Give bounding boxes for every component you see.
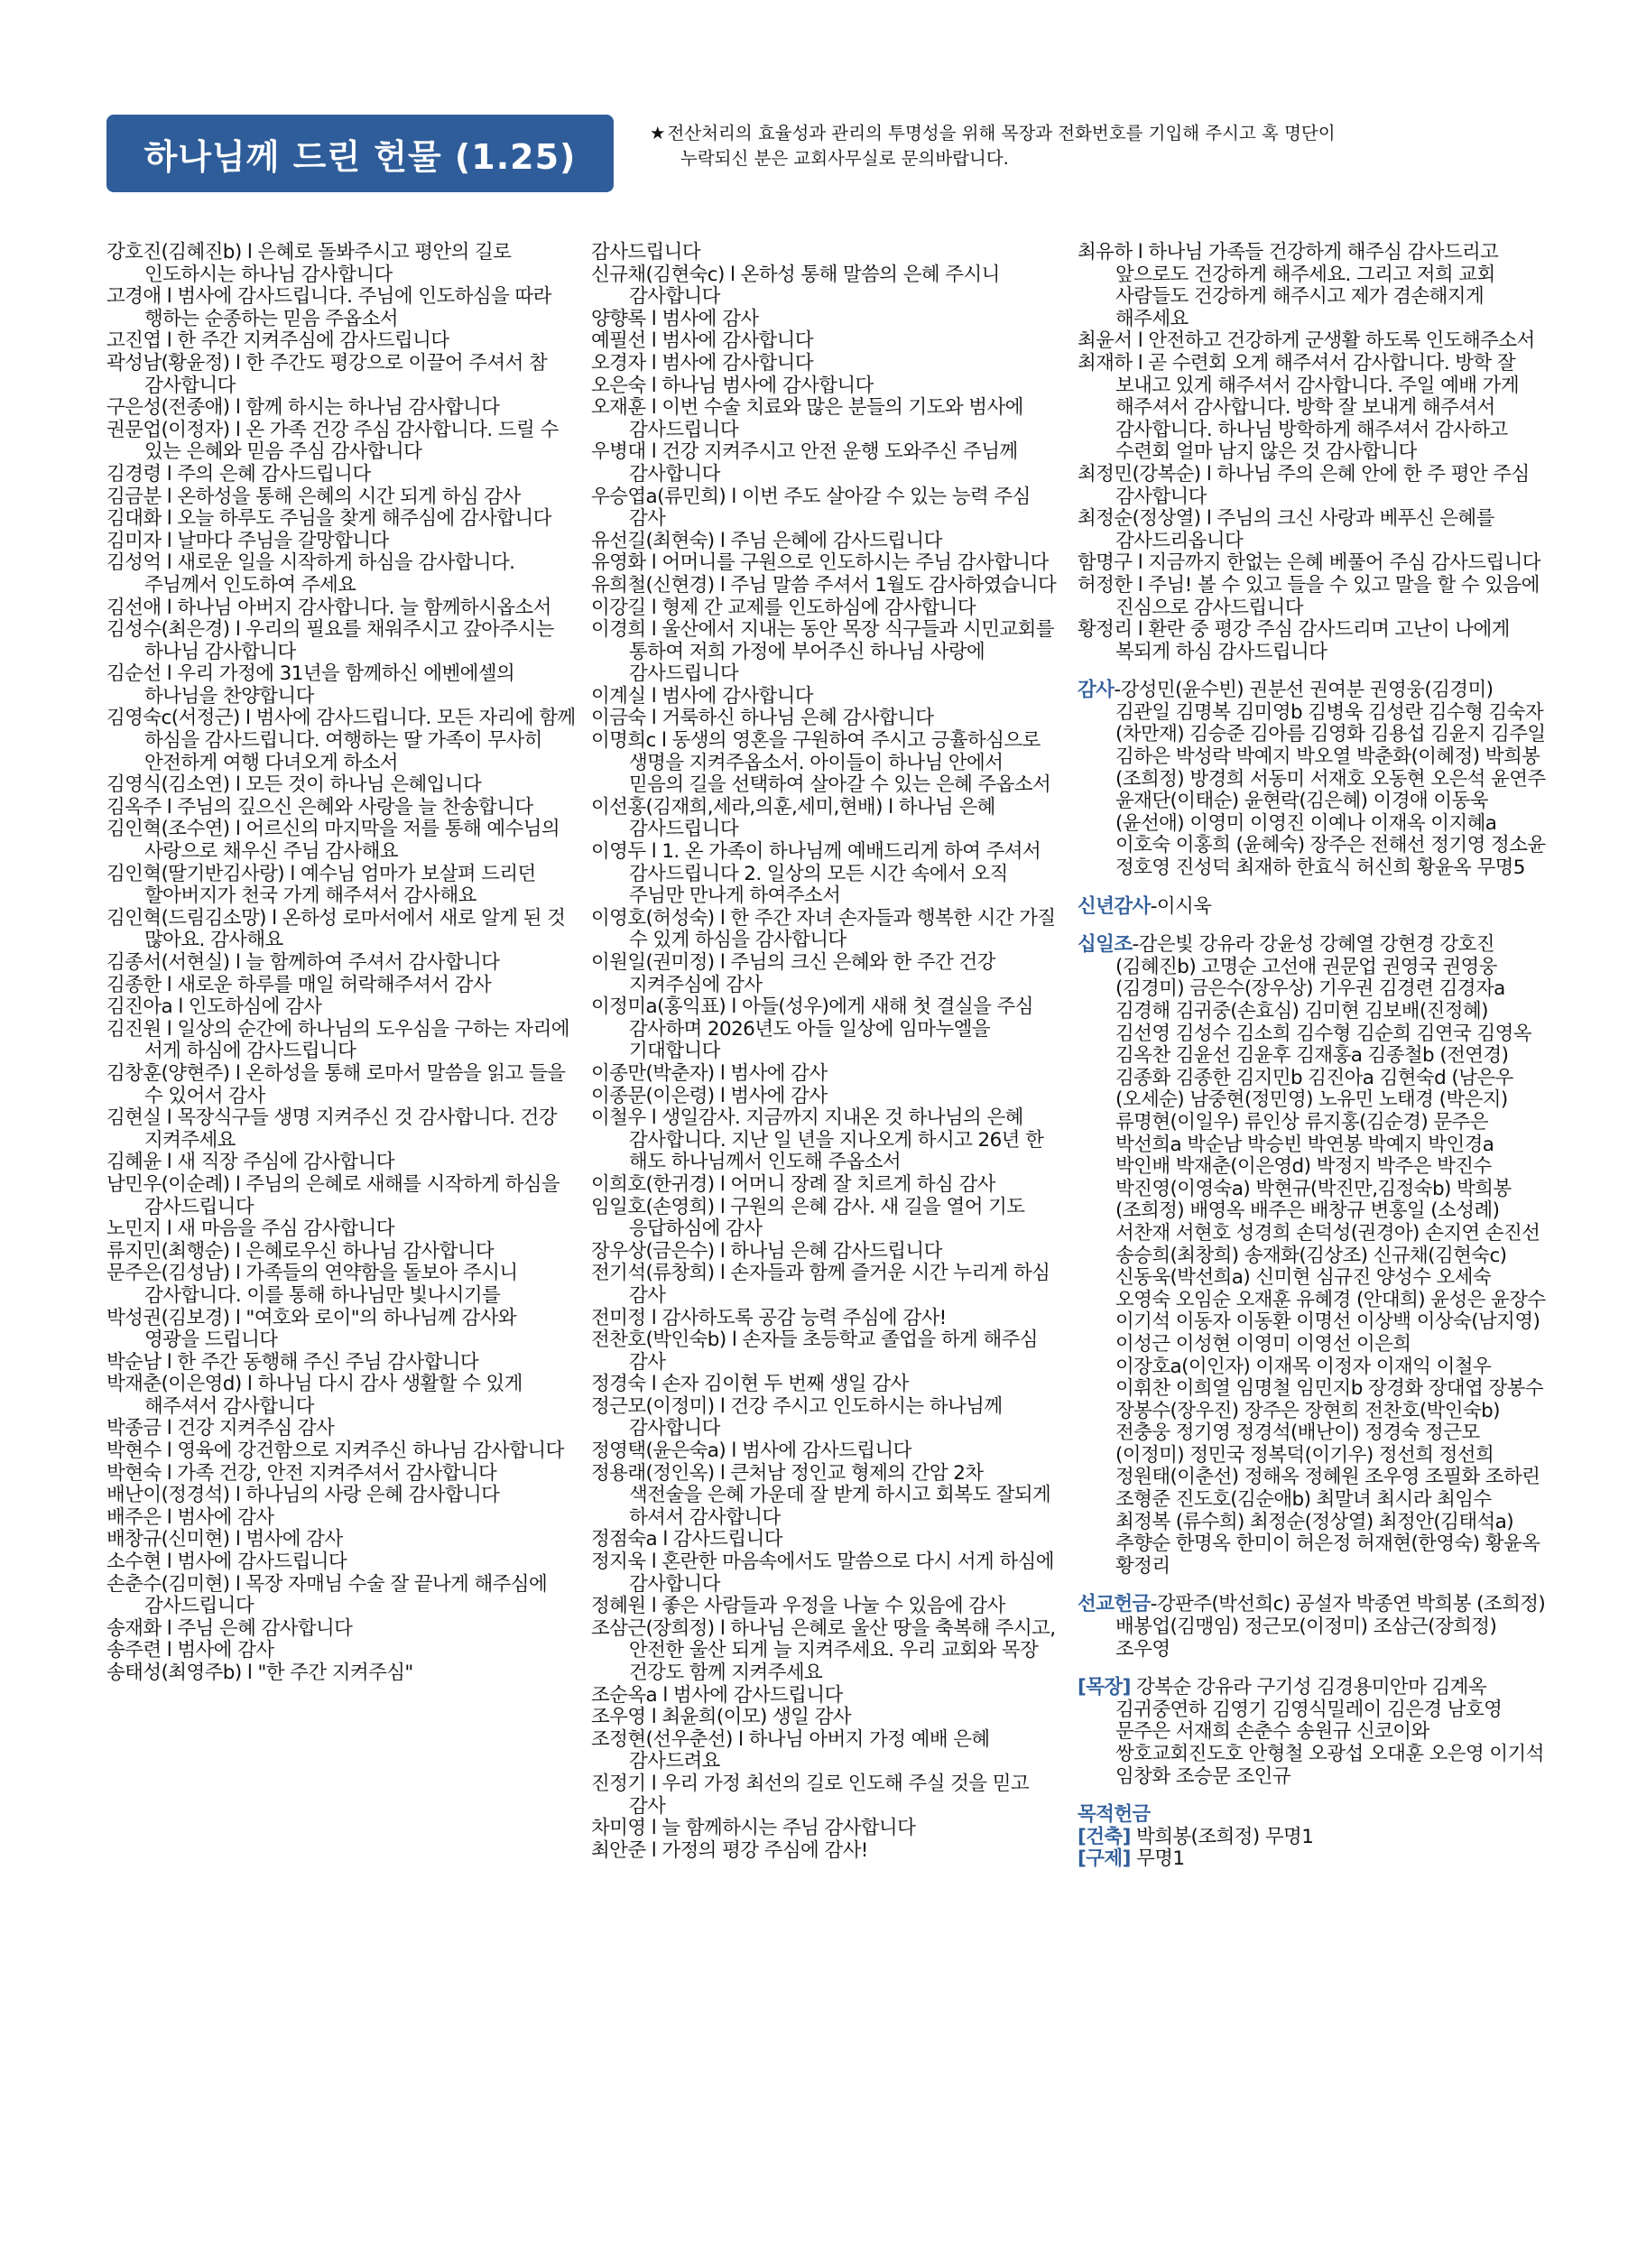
purpose-tag-building: [건축]	[1078, 1825, 1131, 1848]
offering-entry: 노민지 l 새 마음을 주심 감사합니다	[106, 1217, 394, 1241]
offering-entry: 김영식(김소연) l 모든 것이 하나님 은혜입니다	[106, 773, 482, 797]
offering-entry: 최안준 l 가정의 평강 주심에 감사!	[591, 1838, 868, 1862]
offering-entry: 남민우(이순례) l 주님의 은혜로 새해를 시작하게 하심을 감사드립니다	[106, 1172, 560, 1218]
offering-entry: 유희철(신현경) l 주님 말씀 주셔서 1월도 감사하였습니다	[591, 573, 1057, 597]
offering-entry: 정점숙a l 감사드립니다	[591, 1528, 782, 1551]
offering-entry: 곽성남(황윤정) l 한 주간도 평강으로 이끌어 주셔서 참 감사합니다	[106, 351, 548, 397]
offering-entry: 김인혁(조수연) l 어르신의 마지막을 저를 통해 예수님의 사랑으로 채우신 주님 감사해요	[106, 818, 560, 864]
tithe-names: -감은빛 강유라 강윤성 강혜열 강현경 강호진 (김혜진b) 고명순 고선애 권문업 권영국 권영웅 (김경미) 금은수(장우상) 기우권 김경련 김경자a 김경해 김귀중(손효심) 김미현 김보배(진정혜) 김선영 김성수 김소희 김수형 김순희 김연국 김영옥 김옥찬 김윤선 김윤후 김재홍a 김종철b (전연경) 김종화 김종한 김지민b 김진아a 김현숙d (남은우(오세순) 남중현(정민영) 노유민 노태경 (박은지) 류명현(이일우) 류인상 류지홍(김순경) 문주은 박선희a 박순남 박승빈 박연봉 박예지 박인경a 박인배 박재춘(이은영d) 박정지 박주은 박진수 박진영(이영숙a) 박현규(박진만,김정숙b) 박희봉(조희정) 배영옥 배주은 배창규 변홍일 (소성례) 서찬재 서현호 성경희 손덕성(권경아) 손지연 손진선 송승희(최창희) 송재화(김상조) 신규채(김현숙c) 신동욱(박선희a) 신미현 심규진 양성수 오세숙 오영숙 오임순 오재훈 유혜경 (안대희) 윤성은 윤장수 이기석 이동자 이동환 이명선 이상백 이상숙(남지영) 이성근 이성현 이영미 이영선 이은희 이장호a(이인자) 이재목 이정자 이재익 이철우 이휘찬 이희열 임명철 임민지b 장경화 장대엽 장봉수 장봉수(장우진) 장주은 장현희 전찬호(박인숙b) 전충웅 정기영 정경석(배난이) 정경숙 정근모(이정미) 정민국 정복덕(이기우) 정선희 정선희 정원태(이춘선) 정해옥 정혜원 조우영 조필화 조하린 조형준 진도호(김순애b) 최말녀 최시라 최임수 최정복 (류수희) 최정순(정상열) 최정안(김태석a) 추향순 한명옥 한미이 허은정 허재현(한영숙) 황윤옥 황정리	[1115, 933, 1546, 1578]
offering-entry: 우승엽a(류민희) l 이번 주도 살아갈 수 있는 능력 주심 감사	[591, 485, 1031, 531]
offering-entry: 박순남 l 한 주간 동행해 주신 주님 감사합니다	[106, 1350, 479, 1374]
offering-entry: 이선홍(김재희,세라,의훈,세미,현배) l 하나님 은혜 감사드립니다	[591, 795, 995, 841]
offering-entry: 김선애 l 하나님 아버지 감사합니다. 늘 함께하시옵소서	[106, 596, 551, 619]
offering-entry: 배난이(정경석) l 하나님의 사랑 은혜 감사합니다	[106, 1484, 500, 1507]
offering-entry: 박종금 l 건강 지켜주심 감사	[106, 1417, 335, 1440]
column-1	[106, 242, 576, 1685]
offering-entry: 오은숙 l 하나님 범사에 감사합니다	[591, 374, 874, 397]
offering-entry: 손춘수(김미현) l 목장 자매님 수술 잘 끝나게 해주심에 감사드립니다	[106, 1572, 548, 1618]
offering-entry: 이원일(권미정) l 주님의 크신 은혜와 한 주간 건강 지켜주심에 감사	[591, 951, 995, 996]
offering-entry: 최유하 l 하나님 가족들 건강하게 해주심 감사드리고 앞으로도 건강하게 해주세요. 그리고 저희 교회 사람들도 건강하게 해주시고 제가 겸손해지게 해주세요	[1078, 241, 1499, 330]
gamsa-section	[1078, 680, 1547, 879]
column-2	[591, 242, 1060, 1862]
offering-entry: 김인혁(드림김소망) l 온하성 로마서에서 새로 알게 된 것 많아요. 감사해요	[106, 906, 566, 952]
newyear-label: 신년감사	[1078, 894, 1151, 918]
offering-entry: 이종만(박춘자) l 범사에 감사	[591, 1061, 828, 1085]
offering-entry: 이강길 l 형제 간 교제를 인도하심에 감사합니다	[591, 596, 976, 619]
offering-entry: 김미자 l 날마다 주님을 갈망합니다	[106, 529, 389, 552]
offering-entry: 정영택(윤은숙a) l 범사에 감사드립니다	[591, 1439, 911, 1463]
offering-entry: 김진아a l 인도하심에 감사	[106, 995, 322, 1019]
offering-entry: 진정기 l 우리 가정 최선의 길로 인도해 주실 것을 믿고 감사	[591, 1772, 1030, 1818]
mission-names: -강판주(박선희c) 공설자 박종연 박희봉 (조희정) 배봉업(김맹임) 정근모(이정미) 조삼근(장희정) 조우영	[1115, 1593, 1546, 1661]
offering-entry: 유영화 l 어머니를 구원으로 인도하시는 주님 감사합니다	[591, 551, 1049, 575]
purpose-item-building	[1078, 1827, 1547, 1849]
offering-entry: 김종한 l 새로운 하루를 매일 허락해주셔서 감사	[106, 973, 491, 996]
offering-entry: 김종서(서현실) l 늘 함께하여 주셔서 감사합니다	[106, 951, 500, 974]
offering-entry: 정지욱 l 혼란한 마음속에서도 말씀으로 다시 서게 하심에 감사합니다	[591, 1551, 1054, 1596]
offering-entry: 김혜윤 l 새 직장 주심에 감사합니다	[106, 1151, 394, 1174]
offering-entry: 황정리 l 환란 중 평강 주심 감사드리며 고난이 나에게 복되게 하심 감사드립니다	[1078, 618, 1510, 663]
offering-entry: 소수현 l 범사에 감사드립니다	[106, 1551, 347, 1574]
offering-entry: 정혜원 l 좋은 사람들과 우정을 나눌 수 있음에 감사	[591, 1595, 1005, 1618]
offering-entry: 오재훈 l 이번 수술 치료와 많은 분들의 기도와 범사에 감사드립니다	[591, 396, 1023, 441]
offering-entry: 전미정 l 감사하도록 공감 능력 주심에 감사!	[591, 1306, 947, 1329]
mission-label: 선교헌금	[1078, 1593, 1151, 1616]
offering-entry: 조우영 l 최윤희(이모) 생일 감사	[591, 1706, 851, 1729]
offering-entry: 임일호(손영희) l 구원의 은혜 감사. 새 길을 열어 기도 응답하심에 감사	[591, 1195, 1025, 1241]
star-icon: ★	[650, 123, 666, 143]
offering-entry: 문주은(김성남) l 가족들의 연약함을 돌보아 주시니 감사합니다. 이를 통해 하나님만 빛나시기를	[106, 1262, 518, 1307]
offering-entry: 정근모(이정미) l 건강 주시고 인도하시는 하나님께 감사합니다	[591, 1394, 1003, 1440]
offering-entry: 예필선 l 범사에 감사합니다	[591, 329, 813, 353]
offering-entry: 김영숙c(서정근) l 범사에 감사드립니다. 모든 자리에 함께 하심을 감사드립니다. 여행하는 딸 가족이 무사히 안전하게 여행 다녀오게 하소서	[106, 707, 576, 774]
offering-entry: 최재하 l 곧 수련회 오게 해주셔서 감사합니다. 방학 잘 보내고 있게 해주셔서 감사합니다. 주일 예배 가게 해주셔서 감사합니다. 방학 잘 보내게 해주셔서 감사합니다. 하나님 방학하게 해주셔서 감사하고 수련회 얼마 남지 않은 것 감사합니다	[1078, 351, 1520, 464]
offering-entry: 우병대 l 건강 지켜주시고 안전 운행 도와주신 주님께 감사합니다	[591, 440, 1018, 486]
gamsa-label: 감사	[1078, 679, 1115, 702]
offering-entry: 조정현(선우춘선) l 하나님 아버지 가정 예배 은혜 감사드려요	[591, 1727, 990, 1773]
offering-entry: 박재춘(이은영d) l 하나님 다시 감사 생활할 수 있게 해주셔서 감사합니다	[106, 1373, 523, 1418]
offering-entry: 박현숙 l 가족 건강, 안전 지켜주셔서 감사합니다	[106, 1461, 497, 1485]
offering-entry: 김금분 l 온하성을 통해 은혜의 시간 되게 하심 감사	[106, 485, 521, 508]
offering-entry: 김현실 l 목장식구들 생명 지켜주신 것 감사합니다. 건강 지켜주세요	[106, 1106, 557, 1152]
offering-entry: 최정민(강복순) l 하나님 주의 은혜 안에 한 주 평안 주심 감사합니다	[1078, 462, 1530, 508]
offering-entry: 조순옥a l 범사에 감사드립니다	[591, 1683, 843, 1707]
page-title: 하나님께 드린 헌물 (1.25)	[106, 115, 614, 192]
offering-entry: 송태성(최영주b) l "한 주간 지켜주심"	[106, 1662, 413, 1684]
offering-entry: 송주련 l 범사에 감사	[106, 1639, 274, 1662]
newyear-names: -이시욱	[1150, 894, 1212, 918]
offering-entry: 김인혁(딸기반김사랑) l 예수님 엄마가 보살펴 드리던 할아버지가 천국 가게 해주셔서 감사해요	[106, 862, 536, 908]
newyear-section	[1078, 896, 1547, 919]
column-3-entries	[1078, 242, 1547, 663]
offering-entry: 이영두 l 1. 온 가족이 하나님께 예배드리게 하여 주셔서 감사드립니다 2. 일상의 모든 시간 속에서 오직 주님만 만나게 하여주소서	[591, 840, 1041, 908]
moksjang-label: [목장]	[1078, 1676, 1131, 1699]
offering-entry: 신규채(김현숙c) l 온하성 통해 말씀의 은혜 주시니 감사합니다	[591, 263, 1000, 309]
offering-entry: 양향록 l 범사에 감사	[591, 307, 759, 330]
offering-entry: 이경희 l 울산에서 지내는 동안 목장 식구들과 시민교회를 통하여 저희 가정에 부어주신 하나님 사랑에 감사드립니다	[591, 618, 1054, 686]
notice-line-1: 전산처리의 효율성과 관리의 투명성을 위해 목장과 전화번호를 기입해 주시고 혹 명단이	[667, 123, 1336, 143]
offering-entry: 김옥주 l 주님의 깊으신 은혜와 사랑을 늘 찬송합니다	[106, 795, 533, 819]
offering-entry: 이영호(허성숙) l 한 주간 자녀 손자들과 행복한 시간 가질 수 있게 하심을 감사합니다	[591, 906, 1056, 952]
offering-entry: 함명구 l 지금까지 한없는 은혜 베풀어 주심 감사드립니다	[1078, 551, 1540, 575]
offering-entry: 송재화 l 주님 은혜 감사합니다	[106, 1616, 353, 1640]
offering-entry: 권문업(이정자) l 온 가족 건강 주심 감사합니다. 드릴 수 있는 은혜와 믿음 주심 감사합니다	[106, 418, 559, 464]
offering-entry: 정경숙 l 손자 김이현 두 번째 생일 감사	[591, 1373, 909, 1396]
offering-entry: 배주은 l 범사에 감사	[106, 1505, 274, 1529]
offering-entry: 이명희c l 동생의 영혼을 구원하여 주시고 긍휼하심으로 생명을 지켜주옵소서. 아이들이 하나님 안에서 믿음의 길을 선택하여 살아갈 수 있는 은혜 주옵소서	[591, 729, 1051, 797]
offering-entry: 이철우 l 생일감사. 지금까지 지내온 것 하나님의 은혜 감사합니다. 지난 일 년을 지나오게 하시고 26년 한 해도 하나님께서 인도해 주옵소서	[591, 1106, 1044, 1174]
offering-entry: 차미영 l 늘 함께하시는 주님 감사합니다	[591, 1817, 916, 1840]
offering-entry: 강호진(김혜진b) l 은혜로 돌봐주시고 평안의 길로 인도하시는 하나님 감사합니다	[106, 241, 512, 286]
column-3	[1078, 242, 1547, 1871]
offering-entry: 최정순(정상열) l 주님의 크신 사랑과 베푸신 은혜를 감사드리옵니다	[1078, 507, 1494, 552]
notice-line-2: 누락되신 분은 교회사무실로 문의바랍니다.	[680, 148, 1009, 169]
offering-entry: 박현수 l 영육에 강건함으로 지켜주신 하나님 감사합니다	[106, 1439, 564, 1463]
offering-entry: 김순선 l 우리 가정에 31년을 함께하신 에벤에셀의 하나님을 찬양합니다	[106, 662, 515, 708]
offering-entry: 전찬호(박인숙b) l 손자들 초등학교 졸업을 하게 해주심 감사	[591, 1328, 1038, 1374]
tithe-label: 십일조	[1078, 933, 1133, 957]
purpose-label: 목적헌금	[1078, 1803, 1151, 1827]
purpose-text-relief: 무명1	[1130, 1847, 1185, 1871]
offering-entry: 배창규(신미현) l 범사에 감사	[106, 1528, 343, 1551]
notice-text	[650, 121, 1561, 171]
gamsa-names: -강성민(윤수빈) 권분선 권여분 권영웅(김경미) 김관일 김명복 김미영b 김병욱 김성란 김수형 김숙자(차만재) 김승준 김아름 김영화 김용섭 김윤지 김주일 김하은 박성락 박예지 박오열 박춘화(이혜정) 박희봉(조희정) 방경희 서동미 서재호 오동현 오은석 윤연주 윤재단(이태순) 윤현락(김은혜) 이경애 이동욱(윤선애) 이영미 이영진 이예나 이재옥 이지혜a 이호숙 이홍희 (윤혜숙) 장주은 전해선 정기영 정소윤 정호영 진성덕 최재하 한효식 허신희 황윤옥 무명5	[1114, 679, 1546, 880]
offering-entry: 구은성(전종애) l 함께 하시는 하나님 감사합니다	[106, 396, 500, 420]
offering-entry: 류지민(최행순) l 은혜로우신 하나님 감사합니다	[106, 1239, 495, 1263]
purpose-tag-relief: [구제]	[1078, 1847, 1131, 1871]
offering-entry: 김진원 l 일상의 순간에 하나님의 도우심을 구하는 자리에 서게 하심에 감사드립니다	[106, 1017, 569, 1063]
purpose-item-relief	[1078, 1848, 1547, 1871]
offering-entry: 이금숙 l 거룩하신 하나님 은혜 감사합니다	[591, 707, 934, 730]
purpose-text-building: 박희봉(조희정) 무명1	[1130, 1825, 1314, 1848]
offering-entry: 이정미a(홍익표) l 아들(성우)에게 새해 첫 결실을 주심 감사하며 2026년도 아들 일상에 임마누엘을 기대합니다	[591, 995, 1033, 1063]
offering-entry: 김경령 l 주의 은혜 감사드립니다	[106, 462, 371, 486]
offering-entry: 고진엽 l 한 주간 지켜주심에 감사드립니다	[106, 329, 449, 353]
offering-entry: 박성권(김보경) l "여호와 로이"의 하나님께 감사와 영광을 드립니다	[106, 1306, 516, 1352]
offering-entry: 전기석(류창희) l 손자들과 함께 즐거운 시간 누리게 하심 감사	[591, 1262, 1050, 1307]
tithe-section	[1078, 934, 1547, 1578]
offering-entry: 이희호(한귀경) l 어머니 장례 잘 치르게 하심 감사	[591, 1172, 995, 1196]
offering-entry: 조삼근(장희정) l 하나님 은혜로 울산 땅을 축복해 주시고, 안전한 울산 되게 늘 지켜주세요. 우리 교회와 목장 건강도 함께 지켜주세요	[591, 1616, 1056, 1684]
offering-entry: 장우상(금은수) l 하나님 은혜 감사드립니다	[591, 1239, 942, 1263]
offering-entry: 최윤서 l 안전하고 건강하게 군생활 하도록 인도해주소서	[1078, 329, 1535, 353]
offering-entry: 김대화 l 오늘 하루도 주님을 찾게 해주심에 감사합니다	[106, 507, 551, 531]
mission-section	[1078, 1594, 1547, 1661]
moksjang-names: 강복순 강유라 구기성 김경용미안마 김계옥 김귀중연하 김영기 김영식밀레이 김은경 남호영 문주은 서재희 손춘수 송원규 신코이와 쌍호교회진도호 안형철 오광섭 오대훈 오은영 이기석 임창화 조승문 조인규	[1115, 1676, 1544, 1788]
offering-entry: 유선길(최현숙) l 주님 은혜에 감사드립니다	[591, 529, 942, 552]
offering-entry: 김창훈(양현주) l 온하성을 통해 로마서 말씀을 읽고 들을 수 있어서 감사	[106, 1061, 566, 1107]
offering-entry: 이계실 l 범사에 감사합니다	[591, 684, 813, 708]
moksjang-section	[1078, 1677, 1547, 1788]
offering-entry: 오경자 l 범사에 감사합니다	[591, 351, 813, 375]
offering-entry: 김성수(최은경) l 우리의 필요를 채워주시고 갚아주시는 하나님 감사합니다	[106, 618, 554, 663]
offering-entry: 허정한 l 주님! 볼 수 있고 들을 수 있고 말을 할 수 있음에 진심으로 감사드립니다	[1078, 573, 1540, 619]
offering-entry: 감사드립니다	[591, 241, 701, 264]
offering-entry: 김성억 l 새로운 일을 시작하게 하심을 감사합니다. 주님께서 인도하여 주세요	[106, 551, 515, 597]
offering-entry: 정용래(정인옥) l 큰처남 정인교 형제의 간암 2차 색전술을 은혜 가운데 잘 받게 하시고 회복도 잘되게 하셔서 감사합니다	[591, 1461, 1051, 1529]
offering-entry: 이종문(이은령) l 범사에 감사	[591, 1084, 828, 1107]
offering-entry: 고경애 l 범사에 감사드립니다. 주님에 인도하심을 따라 행하는 순종하는 믿음 주옵소서	[106, 285, 551, 330]
